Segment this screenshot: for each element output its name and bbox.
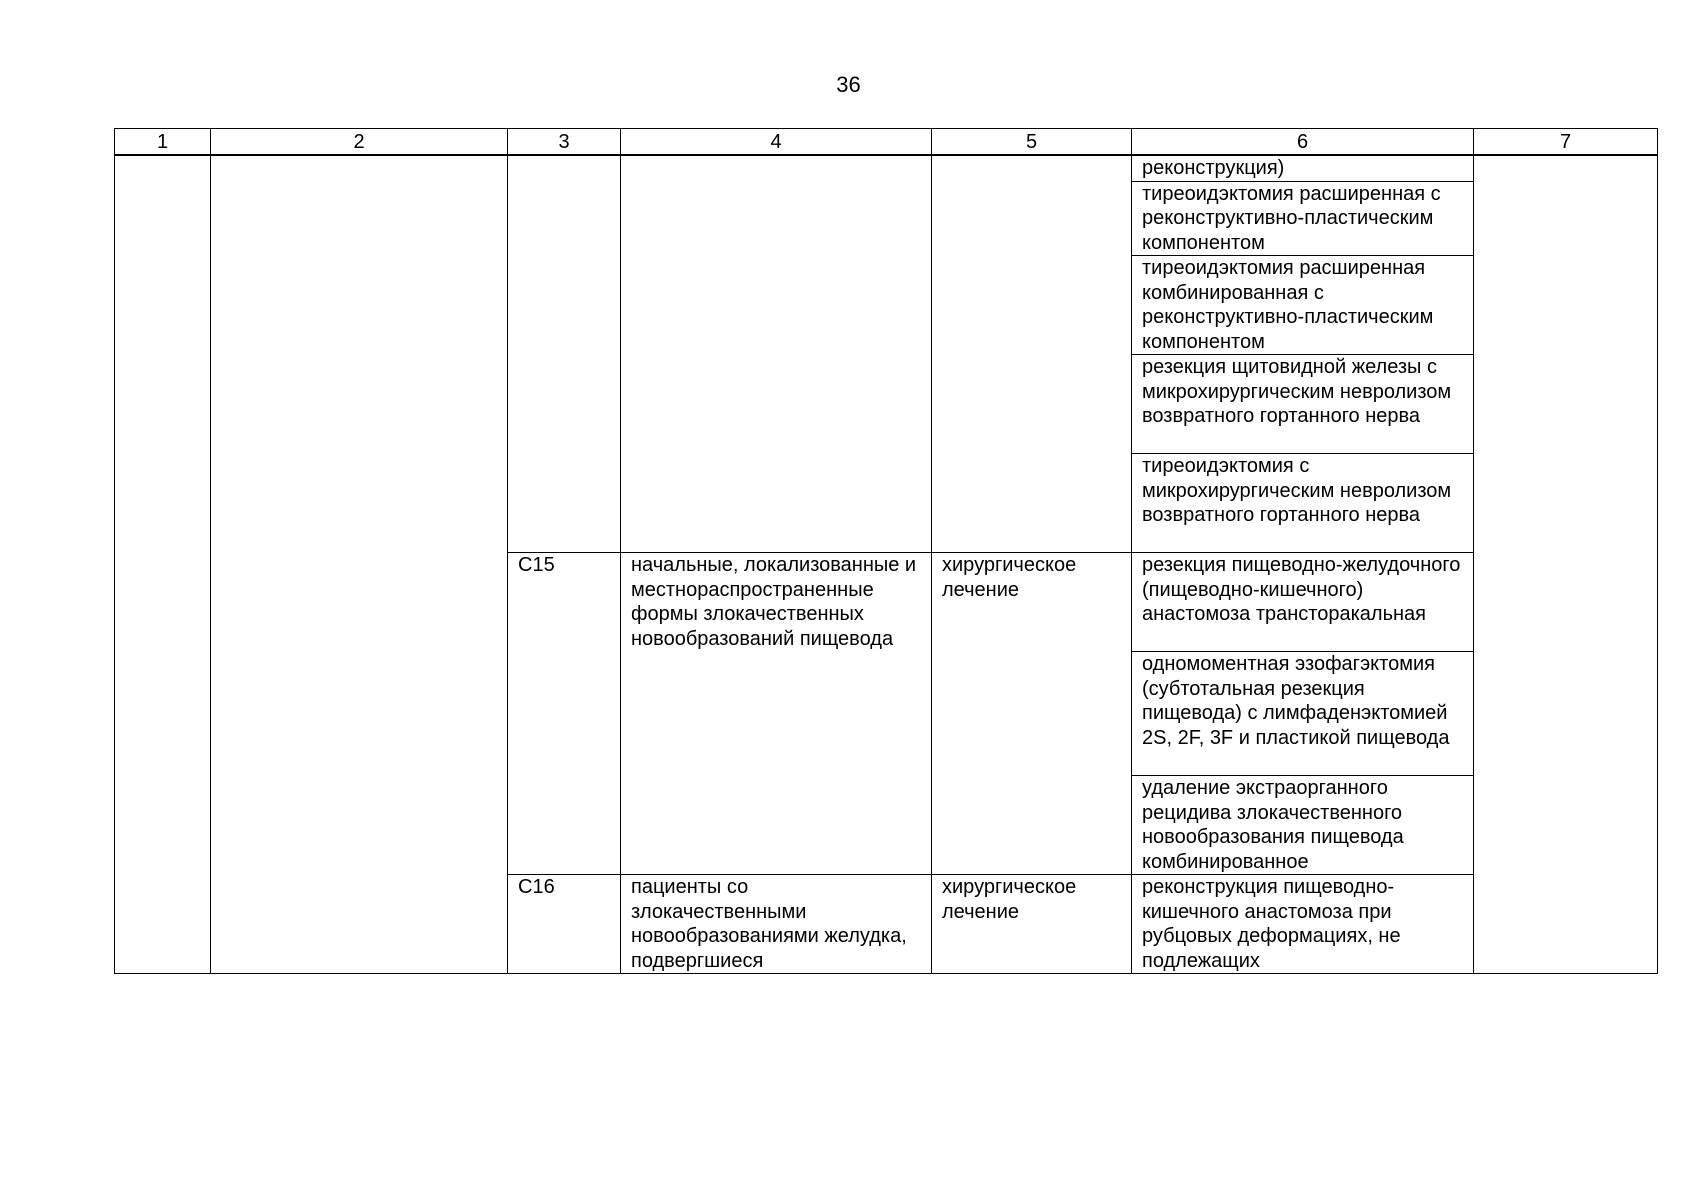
cell-method: тиреоидэктомия расширенная с реконструктивно-пластическим компонентом xyxy=(1132,181,1474,256)
cell-col7 xyxy=(1474,155,1658,974)
cell-method: реконструкция пищеводно-кишечного анастомоза при рубцовых деформациях, не подлежащих xyxy=(1132,875,1474,974)
col-header-2: 2 xyxy=(211,129,508,156)
cell-patient-model: пациенты со злокачественными новообразованиями желудка, подвергшиеся xyxy=(621,875,932,974)
col-header-3: 3 xyxy=(508,129,621,156)
cell-code: C15 xyxy=(508,553,621,875)
cell-treatment-type xyxy=(932,155,1132,553)
cell-method: тиреоидэктомия с микрохирургическим невролизом возвратного гортанного нерва xyxy=(1132,454,1474,553)
cell-col1 xyxy=(115,155,211,974)
header-row xyxy=(115,129,1658,156)
cell-method: резекция пищеводно-желудочного (пищеводно-кишечного) анастомоза трансторакальная xyxy=(1132,553,1474,652)
cell-method: реконструкция) xyxy=(1132,155,1474,181)
cell-patient-model: начальные, локализованные и местнораспространенные формы злокачественных новообразований пищевода xyxy=(621,553,932,875)
cell-method: тиреоидэктомия расширенная комбинированная с реконструктивно-пластическим компонентом xyxy=(1132,256,1474,355)
col-header-4: 4 xyxy=(621,129,932,156)
col-header-1: 1 xyxy=(115,129,211,156)
cell-treatment-type: хирургическое лечение xyxy=(932,553,1132,875)
cell-method: резекция щитовидной железы с микрохирургическим невролизом возвратного гортанного нерва xyxy=(1132,355,1474,454)
cell-code: C16 xyxy=(508,875,621,974)
col-header-6: 6 xyxy=(1132,129,1474,156)
col-header-5: 5 xyxy=(932,129,1132,156)
table-row xyxy=(115,155,1658,181)
page-number: 36 xyxy=(836,72,861,97)
cell-treatment-type: хирургическое лечение xyxy=(932,875,1132,974)
col-header-7: 7 xyxy=(1474,129,1658,156)
cell-method: одномоментная эзофагэктомия (субтотальная резекция пищевода) с лимфаденэктомией 2S, 2F, 3F и пластикой пищевода xyxy=(1132,652,1474,776)
data-table xyxy=(114,128,1658,974)
cell-method: удаление экстраорганного рецидива злокачественного новообразования пищевода комбинированное xyxy=(1132,776,1474,875)
cell-patient-model xyxy=(621,155,932,553)
cell-col2 xyxy=(211,155,508,974)
cell-code xyxy=(508,155,621,553)
